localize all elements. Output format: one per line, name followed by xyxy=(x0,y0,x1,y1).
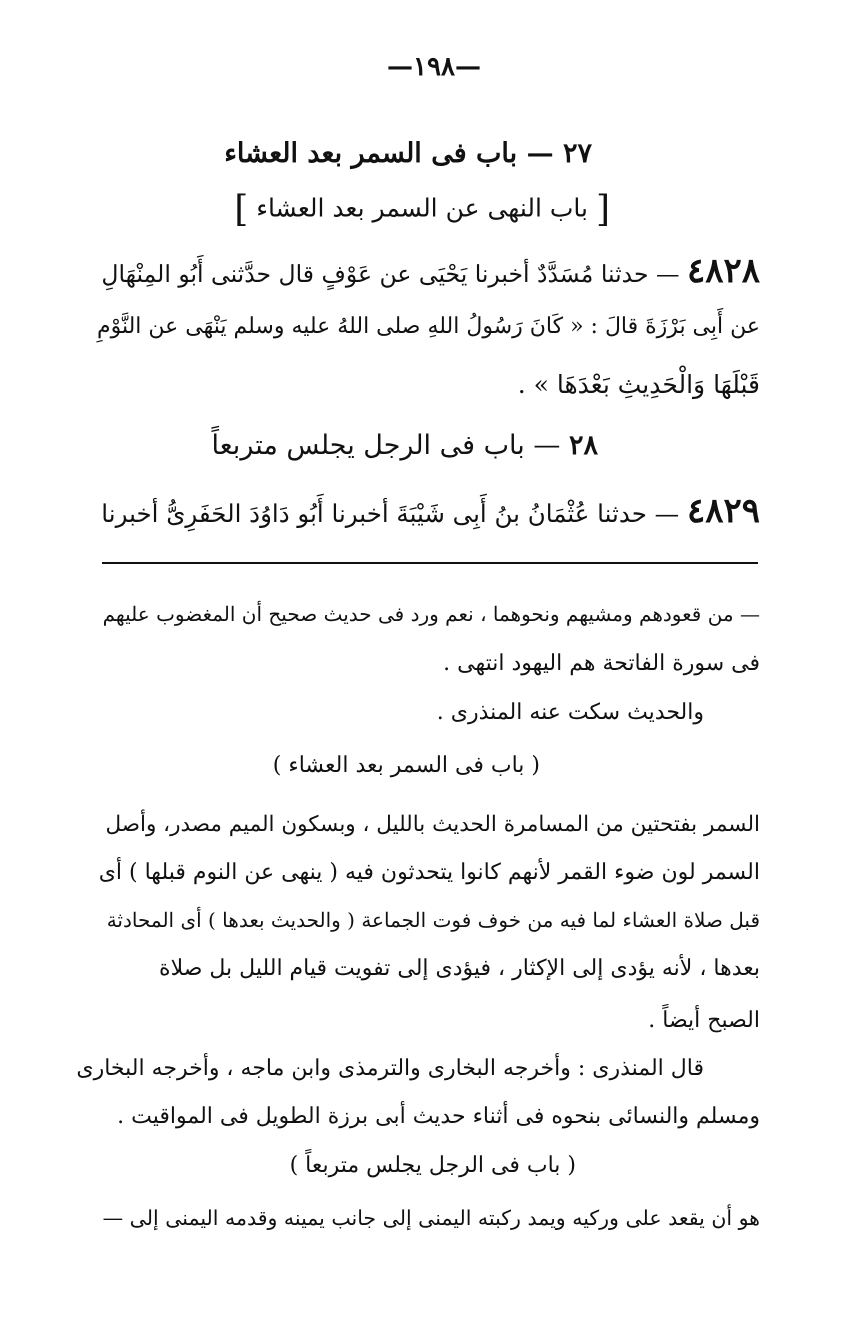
commentary-line-11: ومسلم والنسائى بنحوه فى أثناء حديث أبى برزة الطويل فى المواقيت . xyxy=(117,1104,760,1129)
chapter-27-subtitle xyxy=(234,189,610,230)
hadith-4828-line-2: عن أَبِى بَرْزَةَ قالَ : « كَانَ رَسُولُ اللهِ صلى اللهُ عليه وسلم يَنْهَى عن النَّوْمِ xyxy=(96,314,760,339)
chapter-27-subtitle-text: باب النهى عن السمر بعد العشاء xyxy=(256,193,588,223)
commentary-line-5: السمر بفتحتين من المسامرة الحديث بالليل ، وبسكون الميم مصدر، وأصل xyxy=(105,812,760,837)
hadith-4829-number: ٤٨٢٩ xyxy=(686,491,760,531)
commentary-line-8: بعدها ، لأنه يؤدى إلى الإكثار ، فيؤدى إلى تفويت قيام الليل بل صلاة xyxy=(159,956,760,981)
chapter-28-number: ٢٨ xyxy=(568,430,598,461)
commentary-line-3: والحديث سكت عنه المنذرى . xyxy=(436,700,704,725)
hadith-4828-text-1: — حدثنا مُسَدَّدٌ أخبرنا يَحْيَى عن عَوْفٍ قال حدَّثنى أَبُو المِنْهَالِ xyxy=(101,260,680,288)
hadith-4828-line-1 xyxy=(101,251,760,291)
commentary-line-9: الصبح أيضاً . xyxy=(648,1008,760,1033)
chapter-27-heading: ٢٧ — باب فى السمر بعد العشاء xyxy=(224,138,592,169)
chapter-28-heading: ٢٨ — باب فى الرجل يجلس متربعاً xyxy=(211,430,598,461)
commentary-section-heading-1: ( باب فى السمر بعد العشاء ) xyxy=(272,753,540,778)
chapter-28-title: باب فى الرجل يجلس متربعاً xyxy=(211,430,525,461)
chapter-27-title: باب فى السمر بعد العشاء xyxy=(224,138,518,169)
hadith-4829-text-1: — حدثنا عُثْمَانُ بنُ أَبِى شَيْبَةَ أخبرنا أَبُو دَاوُدَ الحَفَرِىُّ أخبرنا xyxy=(101,499,680,528)
commentary-line-2: فى سورة الفاتحة هم اليهود انتهى . xyxy=(443,651,760,676)
commentary-line-13: هو أن يقعد على وركيه ويمد ركبته اليمنى إلى جانب يمينه وقدمه اليمنى إلى — xyxy=(102,1206,760,1230)
hadith-4828-number: ٤٨٢٨ xyxy=(686,251,760,291)
commentary-line-6: السمر لون ضوء القمر لأنهم كانوا يتحدثون فيه ( ينهى عن النوم قبلها ) أى xyxy=(98,860,760,885)
bracket-close: ] xyxy=(234,189,249,230)
commentary-section-heading-2: ( باب فى الرجل يجلس متربعاً ) xyxy=(289,1153,576,1178)
hadith-4829-line-1 xyxy=(101,491,760,531)
bracket-open: [ xyxy=(595,189,610,230)
commentary-line-10: قال المنذرى : وأخرجه البخارى والترمذى وابن ماجه ، وأخرجه البخارى xyxy=(76,1056,704,1081)
commentary-line-7: قبل صلاة العشاء لما فيه من خوف فوت الجماعة ( والحديث بعدها ) أى المحادثة xyxy=(106,908,760,932)
chapter-27-number: ٢٧ xyxy=(562,138,592,169)
footnote-divider xyxy=(102,562,758,564)
page-number: —١٩٨— xyxy=(387,52,481,82)
hadith-4828-line-3: قَبْلَهَا وَالْحَدِيثِ بَعْدَهَا » . xyxy=(517,370,760,399)
commentary-line-1: — من قعودهم ومشيهم ونحوهما ، نعم ورد فى حديث صحيح أن المغضوب عليهم xyxy=(102,602,760,626)
